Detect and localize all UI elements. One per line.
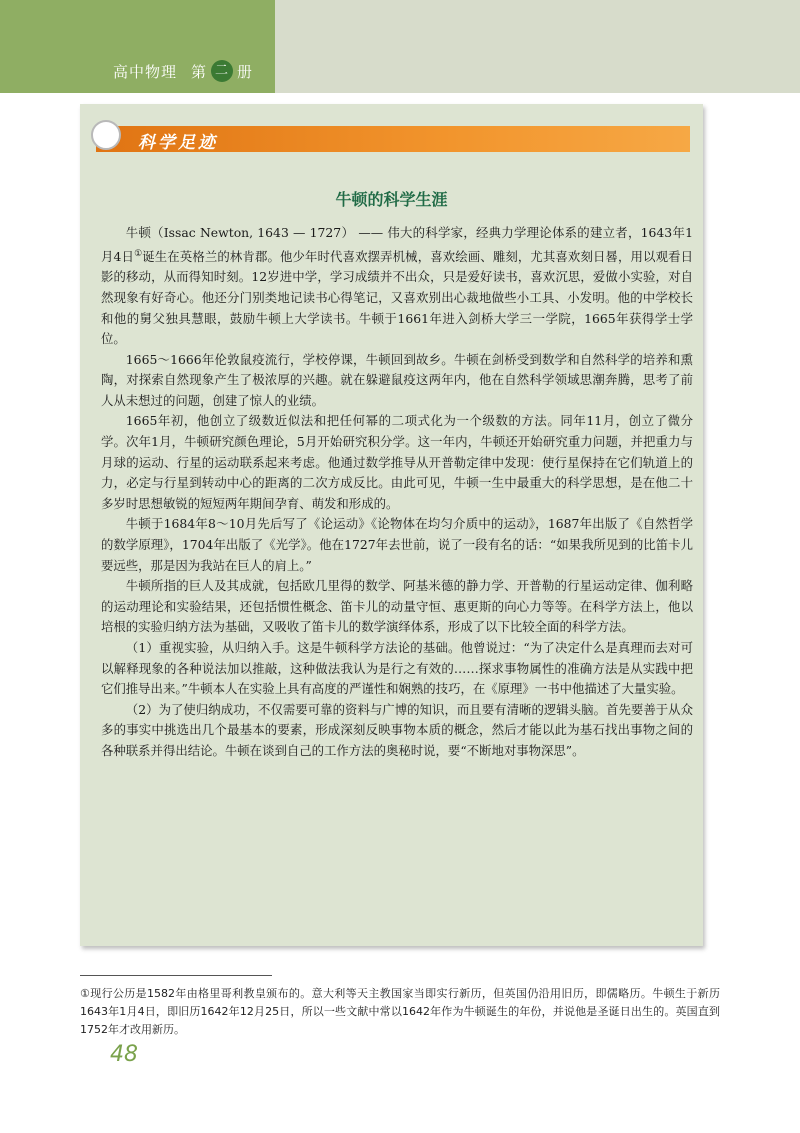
volume-prefix: 第 bbox=[191, 62, 208, 81]
book-header bbox=[113, 60, 253, 82]
page-number: 48 bbox=[110, 1042, 138, 1067]
paragraph: （2）为了使归纳成功，不仅需要可靠的资料与广博的知识，而且要有清晰的逻辑头脑。首先要善于从众多的事实中挑选出几个最基本的要素，形成深刻反映事物本质的概念，然后才能以此为基石找出事物之间的各种联系并得出结论。牛顿在谈到自己的工作方法的奥秘时说，要“不断地对事物深思”。 bbox=[101, 701, 693, 758]
footnote-divider bbox=[80, 975, 272, 976]
section-title: 科学足迹 bbox=[138, 133, 218, 153]
article-body bbox=[101, 223, 693, 762]
section-circle-icon bbox=[91, 120, 121, 150]
paragraph: 1665年初，他创立了级数近似法和把任何幂的二项式化为一个级数的方法。同年11月，创立了微分学。次年1月，牛顿研究颜色理论，5月开始研究积分学。这一年内，牛顿还开始研究重力问题，并把重力与月球的运动、行星的运动联系起来考虑。他通过数学推导从开普勒定律中发现：使行星保持在它们轨道上的力，必定与行星到转动中心的距离的二次方成反比。由此可见，牛顿一生中最重大的科学思想，是在他二十多岁时思想敏锐的短短两年期间孕育、萌发和形成的。 bbox=[101, 413, 693, 511]
paragraph: （1）重视实验，从归纳入手。这是牛顿科学方法论的基础。他曾说过：“为了决定什么是真理而去对可以解释现象的各种说法加以推敲，这种做法我认为是行之有效的……探求事物属性的准确方法是从实践中把它们推导出来。”牛顿本人在实验上具有高度的严谨性和娴熟的技巧，在《原理》一书中他描述了大量实验。 bbox=[101, 640, 693, 697]
volume-suffix: 册 bbox=[237, 62, 254, 81]
article-title: 牛顿的科学生涯 bbox=[335, 190, 448, 209]
footnote: ①现行公历是1582年由格里哥利教皇颁布的。意大利等天主教国家当即实行新历，但英国仍沿用旧历，即儒略历。牛顿生于新历1643年1月4日，即旧历1642年12月25日，所以一些文献中常以1642年作为牛顿诞生的年份，并说他是圣诞日出生的。英国直到1752年才改用新历。 bbox=[80, 987, 720, 1036]
volume-number-badge: 二 bbox=[211, 60, 233, 82]
paragraph: 牛顿（Issac Newton, 1643 — 1727） —— 伟大的科学家，经典力学理论体系的建立者，1643年1月4日①诞生在英格兰的林肯郡。他少年时代喜欢摆弄机械，喜欢绘画、雕刻，尤其喜欢刻日晷，用以观看日影的移动，从而得知时刻。12岁进中学，学习成绩并不出众，只是爱好读书，喜欢沉思，爱做小实验，对自然现象有好奇心。他还分门别类地记读书心得笔记，又喜欢别出心裁地做些小工具、小发明。他的中学校长和他的舅父独具慧眼，鼓励牛顿上大学读书。牛顿于1661年进入剑桥大学三一学院，1665年获得学士学位。 bbox=[101, 225, 693, 347]
paragraph: 牛顿于1684年8～10月先后写了《论运动》《论物体在均匀介质中的运动》，1687年出版了《自然哲学的数学原理》，1704年出版了《光学》。他在1727年去世前，说了一段有名的话：“如果我所见到的比笛卡儿要远些，那是因为我站在巨人的肩上。” bbox=[101, 516, 693, 573]
book-title: 高中物理 bbox=[113, 62, 178, 81]
paragraph: 牛顿所指的巨人及其成就，包括欧几里得的数学、阿基米德的静力学、开普勒的行星运动定律、伽利略的运动理论和实验结果，还包括惯性概念、笛卡儿的动量守恒、惠更斯的向心力等等。在科学方法上，他以培根的实验归纳方法为基础，又吸收了笛卡儿的数学演绎体系，形成了以下比较全面的科学方法。 bbox=[101, 578, 693, 635]
paragraph: 1665～1666年伦敦鼠疫流行，学校停课，牛顿回到故乡。牛顿在剑桥受到数学和自然科学的培养和熏陶，对探索自然现象产生了极浓厚的兴趣。就在躲避鼠疫这两年内，他在自然科学领域思潮奔腾，思考了前人从未想过的问题，创建了惊人的业绩。 bbox=[101, 351, 693, 408]
footnote-marker[interactable]: ① bbox=[134, 248, 143, 259]
